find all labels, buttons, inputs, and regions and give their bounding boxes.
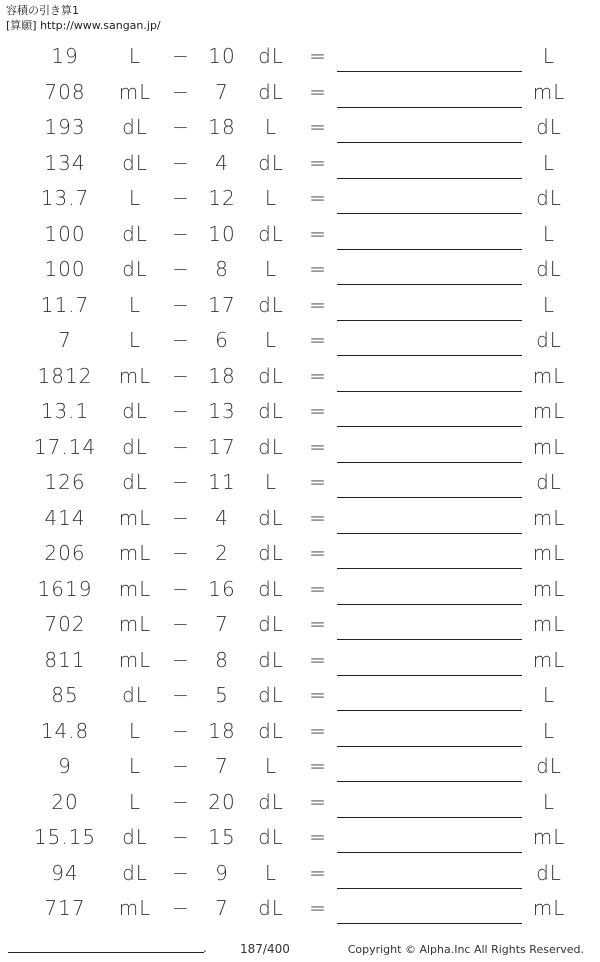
answer-unit: L (542, 683, 556, 707)
equals-sign: = (309, 576, 327, 601)
equals-sign: = (309, 363, 327, 388)
equals-sign: = (309, 221, 327, 246)
answer-unit: mL (532, 363, 566, 388)
minus-sign: − (172, 860, 190, 885)
equals-sign: = (309, 44, 327, 68)
subtrahend-unit: dL (258, 718, 284, 743)
minuend-value: 85 (51, 683, 79, 707)
minus-sign: − (172, 541, 190, 565)
subtrahend-unit: dL (258, 647, 284, 672)
minuend-value: 100 (44, 257, 86, 281)
equals-sign: = (309, 257, 327, 281)
subtrahend-value: 7 (215, 754, 229, 778)
answer-unit: mL (532, 399, 566, 423)
minuend-value: 94 (51, 860, 79, 885)
equals-sign: = (309, 292, 327, 317)
problem-row (0, 606, 600, 642)
answer-blank[interactable] (337, 320, 522, 321)
name-blank-line (8, 952, 204, 953)
minuend-unit: dL (122, 470, 148, 494)
problem-row (0, 38, 600, 74)
answer-blank[interactable] (337, 710, 522, 711)
minuend-unit: dL (122, 825, 148, 849)
answer-blank[interactable] (337, 462, 522, 463)
minuend-value: 708 (44, 79, 86, 104)
answer-unit: mL (532, 647, 566, 672)
equals-sign: = (309, 860, 327, 885)
answer-blank[interactable] (337, 249, 522, 250)
subtrahend-value: 17 (208, 434, 236, 459)
subtrahend-value: 7 (215, 79, 229, 104)
subtrahend-value: 20 (208, 789, 236, 814)
answer-unit: L (542, 292, 556, 317)
subtrahend-unit: L (264, 186, 278, 210)
minuend-unit: mL (118, 541, 152, 565)
problem-row (0, 287, 600, 323)
minus-sign: − (172, 576, 190, 601)
answer-blank[interactable] (337, 142, 522, 143)
subtrahend-unit: dL (258, 505, 284, 530)
answer-unit: L (542, 221, 556, 246)
problem-row (0, 890, 600, 926)
subtrahend-value: 13 (208, 399, 236, 423)
subtrahend-value: 17 (208, 292, 236, 317)
answer-unit: L (542, 789, 556, 814)
subtrahend-value: 18 (208, 115, 236, 139)
subtrahend-unit: dL (258, 541, 284, 565)
subtrahend-value: 9 (215, 860, 229, 885)
subtrahend-unit: dL (258, 221, 284, 246)
worksheet-header (6, 3, 161, 33)
problem-row (0, 429, 600, 465)
answer-unit: dL (536, 860, 562, 885)
problem-list (0, 38, 600, 926)
equals-sign: = (309, 789, 327, 814)
equals-sign: = (309, 399, 327, 423)
answer-unit: dL (536, 328, 562, 352)
minus-sign: − (172, 115, 190, 139)
minus-sign: − (172, 505, 190, 530)
answer-blank[interactable] (337, 639, 522, 640)
minus-sign: − (172, 718, 190, 743)
minuend-value: 11.7 (40, 292, 90, 317)
problem-row (0, 571, 600, 607)
minus-sign: − (172, 399, 190, 423)
answer-unit: dL (536, 186, 562, 210)
subtrahend-value: 15 (208, 825, 236, 849)
problem-row (0, 713, 600, 749)
equals-sign: = (309, 186, 327, 210)
answer-blank[interactable] (337, 568, 522, 569)
problem-row (0, 180, 600, 216)
minuend-unit: mL (118, 647, 152, 672)
subtrahend-unit: dL (258, 434, 284, 459)
subtrahend-value: 5 (215, 683, 229, 707)
minuend-unit: mL (118, 363, 152, 388)
minuend-value: 702 (44, 612, 86, 636)
subtrahend-value: 11 (208, 470, 236, 494)
equals-sign: = (309, 754, 327, 778)
subtrahend-unit: L (264, 860, 278, 885)
problem-row (0, 358, 600, 394)
minuend-value: 414 (44, 505, 86, 530)
answer-blank[interactable] (337, 284, 522, 285)
minuend-unit: L (128, 754, 142, 778)
minuend-unit: dL (122, 257, 148, 281)
equals-sign: = (309, 612, 327, 636)
equals-sign: = (309, 434, 327, 459)
minus-sign: − (172, 647, 190, 672)
subtrahend-unit: dL (258, 399, 284, 423)
subtrahend-unit: L (264, 115, 278, 139)
subtrahend-value: 18 (208, 363, 236, 388)
minuend-unit: dL (122, 115, 148, 139)
subtrahend-unit: dL (258, 576, 284, 601)
equals-sign: = (309, 647, 327, 672)
answer-blank[interactable] (337, 533, 522, 534)
problem-row (0, 642, 600, 678)
answer-blank[interactable] (337, 355, 522, 356)
problem-row (0, 819, 600, 855)
problem-row (0, 109, 600, 145)
subtrahend-unit: L (264, 328, 278, 352)
subtrahend-value: 6 (215, 328, 229, 352)
subtrahend-unit: dL (258, 612, 284, 636)
answer-blank[interactable] (337, 391, 522, 392)
answer-unit: mL (532, 896, 566, 920)
subtrahend-unit: dL (258, 825, 284, 849)
subtrahend-unit: dL (258, 789, 284, 814)
equals-sign: = (309, 115, 327, 139)
subtrahend-unit: dL (258, 292, 284, 317)
minus-sign: − (172, 825, 190, 849)
minuend-value: 1812 (37, 363, 93, 388)
problem-row (0, 855, 600, 891)
subtrahend-unit: dL (258, 150, 284, 175)
answer-unit: dL (536, 257, 562, 281)
answer-unit: L (542, 150, 556, 175)
subtrahend-value: 7 (215, 612, 229, 636)
problem-row (0, 145, 600, 181)
minus-sign: − (172, 896, 190, 920)
answer-blank[interactable] (337, 178, 522, 179)
minuend-value: 13.1 (40, 399, 90, 423)
minus-sign: − (172, 257, 190, 281)
answer-unit: mL (532, 612, 566, 636)
minuend-unit: L (128, 718, 142, 743)
answer-unit: dL (536, 115, 562, 139)
answer-blank[interactable] (337, 213, 522, 214)
minus-sign: − (172, 186, 190, 210)
answer-unit: mL (532, 79, 566, 104)
minuend-value: 1619 (37, 576, 93, 601)
minuend-value: 193 (44, 115, 86, 139)
minuend-value: 13.7 (40, 186, 90, 210)
minuend-value: 15.15 (33, 825, 97, 849)
worksheet-footer (0, 936, 600, 962)
minus-sign: − (172, 44, 190, 68)
minuend-value: 17.14 (33, 434, 97, 459)
minuend-unit: dL (122, 683, 148, 707)
answer-blank[interactable] (337, 675, 522, 676)
minuend-value: 100 (44, 221, 86, 246)
minus-sign: − (172, 363, 190, 388)
copyright-notice: Copyright © Alpha.Inc All Rights Reserved. (347, 943, 584, 956)
equals-sign: = (309, 683, 327, 707)
equals-sign: = (309, 470, 327, 494)
answer-blank[interactable] (337, 426, 522, 427)
subtrahend-unit: L (264, 257, 278, 281)
problem-row (0, 500, 600, 536)
equals-sign: = (309, 825, 327, 849)
subtrahend-value: 7 (215, 896, 229, 920)
equals-sign: = (309, 79, 327, 104)
minuend-value: 206 (44, 541, 86, 565)
answer-unit: mL (532, 541, 566, 565)
answer-unit: mL (532, 825, 566, 849)
answer-blank[interactable] (337, 107, 522, 108)
problem-row (0, 464, 600, 500)
subtrahend-value: 16 (208, 576, 236, 601)
equals-sign: = (309, 505, 327, 530)
minuend-unit: dL (122, 434, 148, 459)
minuend-unit: L (128, 292, 142, 317)
minuend-value: 811 (44, 647, 86, 672)
equals-sign: = (309, 718, 327, 743)
problem-row (0, 748, 600, 784)
minuend-value: 134 (44, 150, 86, 175)
minuend-unit: mL (118, 576, 152, 601)
minus-sign: − (172, 221, 190, 246)
minus-sign: − (172, 150, 190, 175)
subtrahend-unit: dL (258, 44, 284, 68)
minuend-unit: dL (122, 860, 148, 885)
minuend-unit: dL (122, 399, 148, 423)
subtrahend-value: 8 (215, 647, 229, 672)
minuend-unit: L (128, 44, 142, 68)
subtrahend-value: 4 (215, 150, 229, 175)
subtrahend-unit: dL (258, 79, 284, 104)
minus-sign: − (172, 292, 190, 317)
subtrahend-value: 10 (208, 221, 236, 246)
subtrahend-value: 2 (215, 541, 229, 565)
subtrahend-value: 4 (215, 505, 229, 530)
subtrahend-value: 10 (208, 44, 236, 68)
minuend-value: 20 (51, 789, 79, 814)
answer-blank[interactable] (337, 604, 522, 605)
subtrahend-unit: L (264, 470, 278, 494)
minuend-unit: L (128, 328, 142, 352)
answer-blank[interactable] (337, 71, 522, 72)
minus-sign: − (172, 470, 190, 494)
minuend-value: 717 (44, 896, 86, 920)
minuend-value: 126 (44, 470, 86, 494)
minuend-unit: dL (122, 221, 148, 246)
page-number: 187/400 (240, 942, 290, 956)
answer-blank[interactable] (337, 852, 522, 853)
minus-sign: − (172, 612, 190, 636)
subtrahend-value: 12 (208, 186, 236, 210)
problem-row (0, 784, 600, 820)
source-link[interactable]: [算願] http://www.sangan.jp/ (6, 19, 161, 32)
minuend-unit: mL (118, 612, 152, 636)
subtrahend-unit: dL (258, 683, 284, 707)
answer-blank[interactable] (337, 817, 522, 818)
minuend-value: 9 (58, 754, 72, 778)
answer-blank[interactable] (337, 497, 522, 498)
equals-sign: = (309, 896, 327, 920)
minus-sign: − (172, 754, 190, 778)
answer-unit: mL (532, 434, 566, 459)
minus-sign: − (172, 683, 190, 707)
minuend-value: 7 (58, 328, 72, 352)
minuend-unit: L (128, 186, 142, 210)
footer-dot: . (203, 941, 207, 955)
problem-row (0, 393, 600, 429)
answer-unit: L (542, 718, 556, 743)
minuend-unit: L (128, 789, 142, 814)
minuend-unit: dL (122, 150, 148, 175)
minuend-value: 14.8 (40, 718, 90, 743)
subtrahend-unit: dL (258, 896, 284, 920)
worksheet-title: 容積の引き算1 (6, 4, 79, 17)
answer-unit: dL (536, 754, 562, 778)
subtrahend-value: 8 (215, 257, 229, 281)
problem-row (0, 535, 600, 571)
answer-blank[interactable] (337, 888, 522, 889)
minuend-unit: mL (118, 505, 152, 530)
answer-blank[interactable] (337, 781, 522, 782)
problem-row (0, 677, 600, 713)
minus-sign: − (172, 328, 190, 352)
problem-row (0, 322, 600, 358)
answer-blank[interactable] (337, 923, 522, 924)
problem-row (0, 251, 600, 287)
minus-sign: − (172, 79, 190, 104)
subtrahend-value: 18 (208, 718, 236, 743)
answer-blank[interactable] (337, 746, 522, 747)
equals-sign: = (309, 541, 327, 565)
minus-sign: − (172, 434, 190, 459)
subtrahend-unit: L (264, 754, 278, 778)
answer-unit: mL (532, 576, 566, 601)
minuend-unit: mL (118, 896, 152, 920)
minus-sign: − (172, 789, 190, 814)
answer-unit: L (542, 44, 556, 68)
subtrahend-unit: dL (258, 363, 284, 388)
minuend-value: 19 (51, 44, 79, 68)
equals-sign: = (309, 328, 327, 352)
problem-row (0, 74, 600, 110)
minuend-unit: mL (118, 79, 152, 104)
answer-unit: mL (532, 505, 566, 530)
problem-row (0, 216, 600, 252)
equals-sign: = (309, 150, 327, 175)
answer-unit: dL (536, 470, 562, 494)
